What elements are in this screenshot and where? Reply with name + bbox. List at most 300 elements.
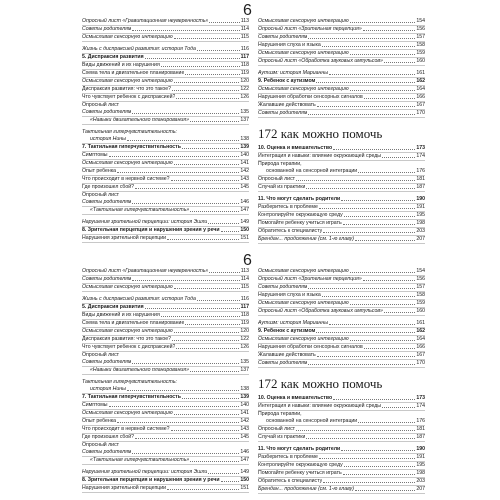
toc-entry-page: 191: [416, 454, 425, 460]
toc-entry: [82, 168, 249, 176]
toc-right-column: [258, 268, 425, 494]
toc-entry-title: Осмысливая сенсорную интеграцию: [258, 268, 349, 274]
dot-leader: [343, 470, 416, 475]
toc-entry: [258, 50, 425, 58]
toc-entry: [258, 446, 425, 454]
toc-entry: [258, 42, 425, 50]
toc-entry-page: 157: [416, 284, 425, 290]
toc-entry-page: 198: [416, 220, 425, 226]
toc-entry-page: 137: [240, 117, 249, 123]
toc-entry-page: 156: [416, 26, 425, 32]
toc-entry-title: Советы родителям: [258, 34, 308, 40]
toc-left-column: [82, 268, 249, 493]
toc-entry-page: 141: [240, 410, 249, 416]
dot-leader: [176, 344, 239, 349]
dot-leader: [364, 344, 416, 349]
dot-leader: [185, 320, 239, 325]
toc-entry-title: Осмысливая сенсорную интеграцию: [258, 86, 349, 92]
toc-entry-page: 167: [416, 352, 425, 358]
toc-entry-title: Советы родителям: [258, 360, 308, 366]
dot-leader: [350, 336, 416, 341]
toc-entry: [258, 176, 425, 184]
dot-leader: [167, 485, 239, 490]
dot-leader: [355, 486, 415, 491]
dot-leader: [174, 328, 240, 333]
toc-entry-title: Аутизм: история Марианны: [258, 320, 329, 326]
dot-leader: [132, 109, 239, 114]
toc-entry: [82, 144, 249, 152]
toc-entry: [258, 360, 425, 368]
toc-entry-title: Помогайте ребенку учиться играть: [258, 470, 342, 476]
toc-entry: [82, 485, 249, 493]
toc-entry: [258, 184, 425, 192]
toc-entry: [258, 276, 425, 284]
toc-entry-title: Что происходит в нервной системе?: [82, 176, 170, 182]
dot-leader: [117, 168, 239, 173]
toc-entry-page: 119: [240, 320, 249, 326]
toc-entry: [82, 320, 249, 328]
toc-entry-page: 140: [240, 402, 249, 408]
dot-leader: [190, 117, 239, 122]
toc-entry-title: Где произошел сбой?: [82, 434, 135, 440]
dot-leader: [209, 268, 239, 273]
toc-entry: [258, 58, 425, 66]
toc-entry-title: основанной на сенсорной интеграции: [266, 418, 358, 424]
dot-leader: [316, 328, 415, 333]
toc-entry-page: 145: [240, 434, 249, 440]
toc-entry-title: Опыт ребенка: [82, 168, 117, 174]
toc-entry-title: Где произошел сбой?: [82, 184, 135, 190]
toc-entry: [82, 418, 249, 426]
dot-leader: [167, 235, 239, 240]
toc-entry-title: история Нины: [90, 136, 126, 142]
toc-entry-page: 176: [416, 168, 425, 174]
toc-entry: [82, 109, 249, 117]
toc-entry-title: Нарушения зрительной перцепции: [82, 235, 167, 241]
toc-entry-page: 203: [416, 478, 425, 484]
toc-entry-page: 146: [240, 449, 249, 455]
dot-leader: [132, 276, 239, 281]
toc-entry: [82, 449, 249, 457]
toc-entry-page: 167: [416, 102, 425, 108]
toc-entry-title: 8. Зрительная перцепция и нарушения зрения у речи: [82, 227, 220, 233]
toc-entry: [258, 320, 425, 328]
dot-leader: [308, 34, 415, 39]
dot-leader: [174, 284, 240, 289]
toc-entry-page: 138: [240, 386, 249, 392]
toc-entry: [82, 434, 249, 442]
dot-leader: [341, 196, 415, 201]
toc-entry-page: 203: [416, 228, 425, 234]
dot-leader: [308, 284, 415, 289]
toc-entry: [258, 486, 425, 494]
toc-entry: [258, 403, 425, 411]
dot-leader: [135, 184, 239, 189]
dot-leader: [172, 86, 239, 91]
dot-leader: [329, 70, 415, 75]
toc-entry-title: Виды движений и их нарушения: [82, 312, 160, 318]
toc-entry-title: Нарушения обработки сенсорных сигналов: [258, 94, 363, 100]
toc-entry: [258, 18, 425, 26]
toc-entry-page: 120: [240, 78, 249, 84]
toc-entry: [258, 236, 425, 244]
toc-entry: [258, 102, 425, 110]
toc-entry-page: 117: [240, 304, 249, 310]
dot-leader: [221, 227, 240, 232]
toc-entry: [82, 94, 249, 102]
toc-entry: [258, 462, 425, 470]
toc-entry-page: 126: [240, 344, 249, 350]
toc-entry-page: 170: [416, 110, 425, 116]
toc-entry-title: Что чувствует ребенок с диспраксией?: [82, 344, 176, 350]
toc-entry-title: 7. Тактильная гиперчувствительность: [82, 394, 181, 400]
toc-entry: [82, 192, 249, 199]
toc-entry-page: 198: [416, 470, 425, 476]
toc-entry: [82, 477, 249, 485]
toc-entry: [82, 18, 249, 26]
toc-entry-title: Осмысливая сенсорную интеграцию: [258, 300, 349, 306]
dot-leader: [296, 426, 415, 431]
toc-entry-title: 5. Диспраксия развития: [82, 54, 144, 60]
toc-entry-page: 142: [240, 418, 249, 424]
toc-entry-page: 162: [416, 328, 425, 334]
toc-entry: [82, 469, 249, 477]
dot-leader: [308, 110, 415, 115]
dot-leader: [182, 144, 239, 149]
toc-entry: [82, 176, 249, 184]
dot-leader: [306, 184, 415, 189]
dot-leader: [145, 304, 240, 309]
toc-entry: [258, 470, 425, 478]
toc-entry-title: Опросный лист «Гравитационная неуверенность»: [82, 18, 209, 24]
toc-entry: [82, 117, 249, 125]
toc-entry-page: 115: [240, 284, 249, 290]
toc-entry-page: 113: [240, 268, 249, 274]
toc-entry: [82, 152, 249, 160]
toc-entry-title: Разберитесь в проблеме: [258, 204, 318, 210]
toc-entry-page: 119: [240, 70, 249, 76]
toc-entry: [258, 411, 425, 418]
section-heading: 172 как можно помочь: [258, 376, 383, 391]
toc-entry-title: Осмысливая сенсорную интеграцию: [82, 410, 173, 416]
dot-leader: [109, 152, 240, 157]
page-number: 6: [243, 2, 252, 19]
dot-leader: [185, 70, 239, 75]
toc-right-column: [258, 18, 425, 244]
toc-entry-title: Схема тела и двигательное планирование: [82, 320, 185, 326]
dot-leader: [221, 477, 240, 482]
toc-entry-page: 160: [416, 308, 425, 314]
dot-leader: [132, 449, 239, 454]
dot-leader: [197, 46, 240, 51]
toc-entry-page: 162: [416, 78, 425, 84]
toc-entry-page: 154: [416, 18, 425, 24]
toc-entry: [82, 54, 249, 62]
dot-leader: [161, 62, 240, 67]
toc-entry-title: Опросный лист: [82, 352, 120, 358]
toc-entry: [82, 268, 249, 276]
toc-entry-title: Нарушения слуха и языка: [258, 292, 321, 298]
toc-entry-page: 151: [240, 485, 249, 491]
toc-entry: [82, 199, 249, 207]
dot-leader: [190, 207, 239, 212]
toc-entry-title: Советы родителям: [82, 109, 132, 115]
toc-entry-title: Брендан... продолжение (см. 1-ю главу): [258, 486, 354, 492]
dot-leader: [322, 42, 416, 47]
toc-entry-title: 11. Что могут сделать родители: [258, 446, 341, 452]
toc-entry-title: Опросный лист: [82, 192, 120, 198]
toc-entry-page: 160: [416, 58, 425, 64]
toc-entry-title: Опросный лист «Обработка звуковых импульсов»: [258, 58, 383, 64]
toc-entry-title: Природа терапии,: [258, 161, 302, 167]
toc-entry: [258, 26, 425, 34]
toc-entry-page: 126: [240, 94, 249, 100]
toc-entry-title: Опросный лист: [82, 442, 120, 448]
toc-entry-title: Жалавшие действовать: [258, 102, 316, 108]
toc-entry-title: Советы родителям: [258, 284, 308, 290]
toc-entry: [258, 308, 425, 316]
dot-leader: [350, 50, 416, 55]
toc-entry-title: «Навыки двигательного планирования»: [90, 367, 189, 373]
toc-entry-title: Жизнь с диспраксией развития: история Тода: [82, 296, 196, 302]
toc-entry: [82, 70, 249, 78]
dot-leader: [208, 469, 239, 474]
dot-leader: [209, 18, 239, 23]
toc-entry-page: 150: [240, 227, 249, 233]
dot-leader: [145, 54, 240, 59]
toc-entry-page: 158: [416, 292, 425, 298]
toc-entry-page: 150: [240, 477, 249, 483]
toc-entry-title: Жизнь с диспраксией развития: история Тода: [82, 46, 196, 52]
toc-entry-page: 135: [240, 109, 249, 115]
toc-entry: [82, 219, 249, 227]
dot-leader: [132, 26, 239, 31]
toc-entry-page: 195: [416, 212, 425, 218]
toc-entry: [258, 454, 425, 462]
toc-entry: [82, 304, 249, 312]
dot-leader: [127, 136, 239, 141]
toc-entry-page: 161: [416, 70, 425, 76]
dot-leader: [174, 410, 240, 415]
dot-leader: [343, 220, 416, 225]
toc-right-top-list: [258, 18, 425, 118]
toc-entry-title: «Навыки двигательного планирования»: [90, 117, 189, 123]
toc-entry: [258, 34, 425, 42]
toc-entry: [258, 78, 425, 86]
toc-entry-title: Интеграция и навыки: влияние окружающей среды: [258, 403, 381, 409]
toc-entry-page: 195: [416, 462, 425, 468]
dot-leader: [132, 199, 239, 204]
toc-entry-title: Что происходит в нервной системе?: [82, 426, 170, 432]
toc-entry-page: 187: [416, 184, 425, 190]
toc-entry-title: Осмысливая сенсорную интеграцию: [258, 18, 349, 24]
dot-leader: [333, 395, 415, 400]
toc-entry-title: Обратитесь к специалисту: [258, 478, 323, 484]
toc-entry: [82, 102, 249, 109]
dot-leader: [382, 153, 415, 158]
toc-entry-title: Контролируйте окружающую среду: [258, 212, 343, 218]
toc-entry-page: 145: [240, 184, 249, 190]
toc-entry-title: основанной на сенсорной интеграции: [266, 168, 358, 174]
toc-entry: [82, 344, 249, 352]
toc-entry-title: Аутизм: история Марианны: [258, 70, 329, 76]
dot-leader: [132, 359, 239, 364]
toc-entry-title: Осмысливая сенсорную интеграцию: [82, 284, 173, 290]
toc-entry-title: Нарушения зрительной перцепции: история Эшли: [82, 219, 208, 225]
toc-entry: [258, 344, 425, 352]
toc-entry-page: 149: [240, 469, 249, 475]
toc-entry-title: Природа терапии,: [258, 411, 302, 417]
toc-entry-title: Нарушения обработки сенсорных сигналов: [258, 344, 363, 350]
toc-entry-title: Виды движений и их нарушения: [82, 62, 160, 68]
dot-leader: [190, 457, 239, 462]
toc-entry-title: Советы родителям: [258, 110, 308, 116]
toc-entry-page: 116: [240, 46, 249, 52]
toc-entry-page: 151: [240, 235, 249, 241]
toc-entry-title: 5. Диспраксия развития: [82, 304, 144, 310]
toc-entry-page: 158: [416, 42, 425, 48]
toc-entry-page: 170: [416, 360, 425, 366]
toc-entry: [82, 328, 249, 336]
toc-entry: [82, 426, 249, 434]
dot-leader: [171, 176, 240, 181]
toc-entry: [258, 300, 425, 308]
dot-leader: [174, 78, 240, 83]
toc-entry-title: Помогайте ребенку учиться играть: [258, 220, 342, 226]
toc-entry: [258, 161, 425, 168]
dot-leader: [127, 386, 239, 391]
toc-entry: [82, 336, 249, 344]
dot-leader: [197, 296, 240, 301]
toc-entry-page: 118: [240, 312, 249, 318]
toc-entry-title: Осмысливая сенсорную интеграцию: [82, 34, 173, 40]
toc-entry-page: 140: [240, 152, 249, 158]
dot-leader: [382, 403, 415, 408]
toc-entry-title: Брендан... продолжение (см. 1-ю главу): [258, 236, 354, 242]
toc-entry-page: 115: [240, 34, 249, 40]
toc-entry-title: Советы родителям: [82, 276, 132, 282]
toc-entry-page: 174: [416, 153, 425, 159]
toc-entry: [258, 418, 425, 426]
toc-entry-page: 122: [240, 336, 249, 342]
toc-entry-page: 139: [240, 394, 249, 400]
dot-leader: [363, 276, 416, 281]
toc-entry-title: Осмысливая сенсорную интеграцию: [258, 50, 349, 56]
dot-leader: [308, 360, 415, 365]
toc-entry-title: 10. Оценка и вмешательство: [258, 395, 333, 401]
toc-entry: [258, 145, 425, 153]
toc-entry-page: 159: [416, 300, 425, 306]
dot-leader: [319, 204, 416, 209]
toc-entry-page: 120: [240, 328, 249, 334]
toc-entry-title: 9. Ребенок с аутизмом: [258, 328, 316, 334]
toc-entry: [82, 410, 249, 418]
dot-leader: [174, 160, 240, 165]
dot-leader: [174, 34, 240, 39]
dot-leader: [350, 300, 416, 305]
toc-entry: [82, 352, 249, 359]
toc-entry: [82, 86, 249, 94]
toc-entry-title: Осмысливая сенсорную интеграцию: [82, 328, 173, 334]
toc-entry-title: Симптомы: [82, 152, 108, 158]
toc-entry: [82, 442, 249, 449]
toc-entry-page: 164: [416, 86, 425, 92]
toc-entry: [82, 46, 249, 54]
toc-entry-page: 207: [416, 236, 425, 242]
toc-entry: [258, 168, 425, 176]
dot-leader: [117, 418, 239, 423]
toc-entry-page: 142: [240, 168, 249, 174]
toc-entry: [258, 284, 425, 292]
toc-entry-page: 190: [416, 196, 425, 202]
toc-entry-page: 166: [416, 94, 425, 100]
dot-leader: [135, 434, 239, 439]
toc-entry-title: Осмысливая сенсорную интеграцию: [82, 78, 173, 84]
toc-entry-title: Опросный лист: [258, 176, 296, 182]
toc-entry-title: 11. Что могут сделать родители: [258, 196, 341, 202]
toc-entry-page: 137: [240, 367, 249, 373]
toc-entry-title: Диспраксия развития: что это такое?: [82, 336, 172, 342]
toc-entry-title: история Нины: [90, 386, 126, 392]
toc-entry: [258, 268, 425, 276]
toc-entry: [82, 160, 249, 168]
toc-entry: [82, 394, 249, 402]
section-heading: 172 как можно помочь: [258, 126, 383, 141]
dot-leader: [344, 462, 416, 467]
dot-leader: [109, 402, 240, 407]
toc-entry: [258, 110, 425, 118]
dot-leader: [350, 86, 416, 91]
toc-entry-title: Контролируйте окружающую среду: [258, 462, 343, 468]
toc-entry: [82, 457, 249, 465]
toc-entry-title: Советы родителям: [82, 449, 132, 455]
toc-entry: [82, 62, 249, 70]
toc-entry-title: Обратитесь к специалисту: [258, 228, 323, 234]
dot-leader: [306, 434, 415, 439]
toc-entry-title: Нарушения зрительной перцепции: история Эшли: [82, 469, 208, 475]
toc-entry: [82, 129, 249, 136]
toc-entry: [258, 204, 425, 212]
dot-leader: [344, 212, 416, 217]
toc-entry: [82, 312, 249, 320]
toc-entry-title: «Тактильная гиперчувствительность»: [90, 207, 190, 213]
toc-entry-page: 156: [416, 276, 425, 282]
toc-entry-page: 117: [240, 54, 249, 60]
dot-leader: [323, 228, 415, 233]
dot-leader: [364, 94, 416, 99]
toc-entry: [82, 296, 249, 304]
toc-entry: [258, 86, 425, 94]
toc-entry: [82, 78, 249, 86]
toc-entry: [258, 196, 425, 204]
toc-page-bottom: [0, 250, 500, 500]
toc-entry: [82, 227, 249, 235]
toc-entry-title: Опросный лист: [258, 426, 296, 432]
toc-entry-page: 138: [240, 136, 249, 142]
toc-entry: [258, 328, 425, 336]
toc-entry: [258, 292, 425, 300]
toc-entry-page: 207: [416, 486, 425, 492]
toc-entry-page: 166: [416, 344, 425, 350]
toc-entry-title: Опросный лист «Гравитационная неуверенность»: [82, 268, 209, 274]
toc-entry-page: 157: [416, 34, 425, 40]
toc-entry-title: Интеграция и навыки: влияние окружающей среды: [258, 153, 381, 159]
dot-leader: [171, 426, 240, 431]
toc-entry-page: 139: [240, 144, 249, 150]
toc-entry-page: 187: [416, 434, 425, 440]
toc-entry: [82, 276, 249, 284]
dot-leader: [161, 312, 240, 317]
